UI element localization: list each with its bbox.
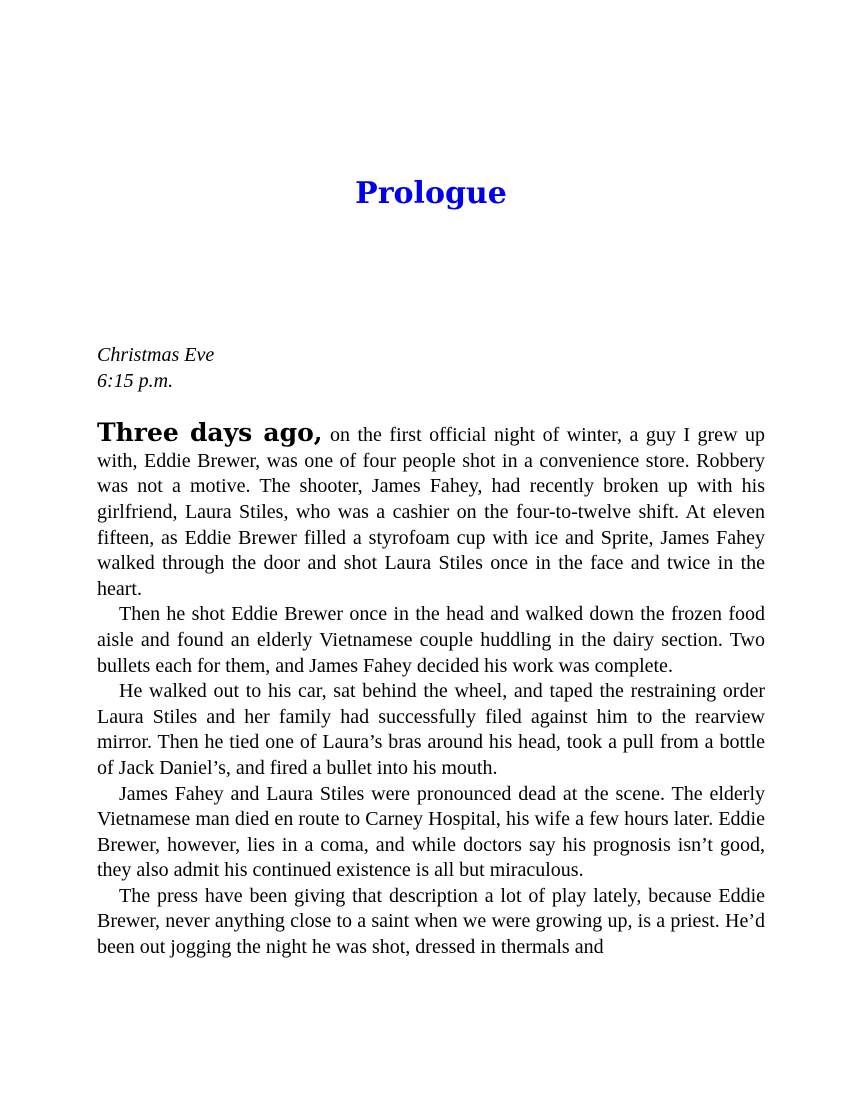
lead-in: Three days ago, <box>97 418 323 448</box>
body-text <box>97 420 765 960</box>
paragraph: Then he shot Eddie Brewer once in the head and walked down the frozen food aisle and found an elderly Vietnamese couple huddling in the dairy section. Two bullets each for them, and James Fahey decided his work was complete. <box>97 603 765 677</box>
scene-heading-line: Christmas Eve <box>97 344 215 366</box>
paragraph: He walked out to his car, sat behind the wheel, and taped the restraining order Laura Stiles and her family had successfully filed against him to the rearview mirror. Then he tied one of Laura’s bras around his head, took a pull from a bottle of Jack Daniel’s, and fired a bullet into his mouth. <box>97 680 765 779</box>
page-content <box>97 176 765 961</box>
scene-heading-line: 6:15 p.m. <box>97 369 174 392</box>
paragraph: James Fahey and Laura Stiles were pronounced dead at the scene. The elderly Vietnamese man died en route to Carney Hospital, his wife a few hours later. Eddie Brewer, however, lies in a coma, and while doctors say his prognosis isn’t good, they also admit his continued existence is all but miraculous. <box>97 782 765 882</box>
paragraph: The press have been giving that description a lot of play lately, because Eddie Brewer, never anything close to a saint when we were growing up, is a priest. He’d been out jogging the night he was shot, dressed in thermals and <box>97 884 765 959</box>
paragraph-opening <box>97 420 765 602</box>
scene-heading <box>97 343 765 394</box>
opening-paragraph-text: on the first official night of winter, a guy I grew up with, Eddie Brewer, was one of four people shot in a convenience store. Robbery was not a motive. The shooter, James Fahey, had recently broken up with his girlfriend, Laura Stiles, who was a cashier on the four-to-twelve shift. At eleven fifteen, as Eddie Brewer filled a styrofoam cup with ice and Sprite, James Fahey walked through the door and shot Laura Stiles once in the face and twice in the heart. <box>97 424 765 600</box>
chapter-title: Prologue <box>355 176 507 211</box>
